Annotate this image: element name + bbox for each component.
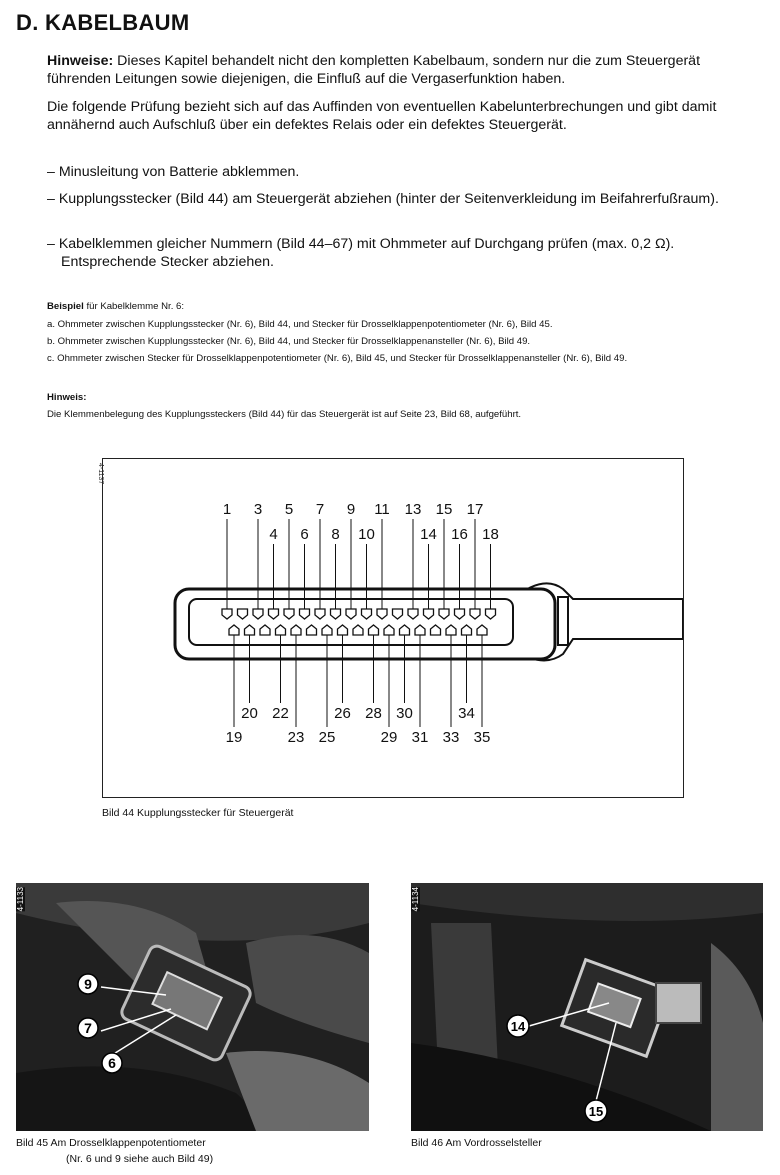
pin-label-top: 10 [358,526,375,543]
photo-vordrosselsteller [411,883,763,1131]
photo-46-label-14: 14 [510,1019,526,1034]
pin-label-top: 15 [435,501,453,518]
connector-diagram [103,459,683,797]
step-2: – Kupplungsstecker (Bild 44) am Steuergerät abziehen (hinter der Seitenverkleidung im Beifahrerfußraum). [47,191,719,207]
pin-label-top: 1 [222,501,232,518]
figure-45-caption: Bild 45 Am Drosselklappenpotentiometer [16,1137,206,1149]
photo-drosselklappenpotentiometer [16,883,369,1131]
beispiel-item-b: b. Ohmmeter zwischen Kupplungsstecker (Nr. 6), Bild 44, und Stecker für Drosselklappenansteller (Nr. 6), Bild 49. [47,336,531,347]
pin-label-bottom: 20 [241,705,258,722]
photo-45-label-7: 7 [84,1020,92,1036]
pin-label-top: 17 [466,501,484,518]
pin-label-top: 14 [420,526,437,543]
pin-label-top: 13 [404,501,422,518]
pin-label-bottom: 26 [334,705,351,722]
beispiel-item-a: a. Ohmmeter zwischen Kupplungsstecker (Nr. 6), Bild 44, und Stecker für Drosselklappenpotentiometer (Nr. 6), Bild 45. [47,319,553,330]
hinweise-paragraph [47,52,759,88]
pin-label-bottom: 34 [458,705,475,722]
pin-label-bottom: 35 [473,729,491,746]
beispiel-text: für Kabelklemme Nr. 6: [83,301,185,312]
pin-label-top: 8 [331,526,340,543]
photo-46-id: 4-1134 [411,887,420,912]
pin-label-bottom: 19 [225,729,243,746]
pin-label-bottom: 25 [318,729,336,746]
pin-label-bottom: 23 [287,729,305,746]
pin-label-bottom: 33 [442,729,460,746]
pin-label-top: 5 [284,501,294,518]
hinweis-text: Die Klemmenbelegung des Kupplungssteckers (Bild 44) für das Steuergerät ist auf Seite 23, Bild 68, aufgeführt. [47,409,522,420]
hinweis-label: Hinweis: [47,392,87,403]
pin-label-bottom: 30 [396,705,413,722]
pin-label-top: 4 [269,526,278,543]
pin-label-bottom: 29 [380,729,398,746]
pin-label-top: 16 [451,526,468,543]
beispiel-label: Beispiel [47,301,84,312]
pin-label-top: 11 [374,501,390,518]
pin-label-bottom: 31 [411,729,429,746]
connector-diagram-frame [102,458,684,798]
photo-46-drawing [411,883,763,1131]
pin-label-bottom: 22 [272,705,289,722]
pin-label-top: 9 [346,501,356,518]
hinweise-text: Dieses Kapitel behandelt nicht den kompletten Kabelbaum, sondern nur die zum Steuergerät führenden Leitungen sowie diejenigen, die Einfluß auf die Vergaserfunktion haben. [47,53,701,87]
page-title: D. KABELBAUM [16,10,190,35]
hinweise-label: Hinweise: [47,53,114,69]
figure-45-caption-note: (Nr. 6 und 9 siehe auch Bild 49) [66,1153,214,1165]
beispiel-heading [47,300,767,313]
photo-45-label-9: 9 [84,976,92,992]
pin-label-top: 7 [315,501,325,518]
photo-46-label-15: 15 [588,1104,604,1119]
photo-45-id: 4-1133 [16,887,25,912]
beispiel-item-c: c. Ohmmeter zwischen Stecker für Drosselklappenpotentiometer (Nr. 6), Bild 45, und Stecker für Drosselklappenansteller (Nr. 6), Bild 49. [47,353,628,364]
pin-label-top: 3 [253,501,263,518]
pin-label-bottom: 28 [365,705,382,722]
photo-45-drawing [16,883,369,1131]
pin-label-top: 18 [482,526,499,543]
step-1: – Minusleitung von Batterie abklemmen. [47,164,300,180]
step-3: – Kabelklemmen gleicher Nummern (Bild 44–67) mit Ohmmeter auf Durchgang prüfen (max. 0,2 Ω). Entsprechende Stecker abziehen. [47,236,675,270]
photo-45-label-6: 6 [108,1055,116,1071]
figure-46-caption: Bild 46 Am Vordrosselsteller [411,1137,542,1149]
figure-id: 4-1137 [97,463,104,485]
intro-paragraph: Die folgende Prüfung bezieht sich auf das Auffinden von eventuellen Kabelunterbrechungen und gibt damit annähernd auch Aufschluß über ein defektes Relais oder ein defektes Steuergerät. [47,99,717,133]
figure-44-caption: Bild 44 Kupplungsstecker für Steuergerät [102,807,294,819]
pin-label-top: 6 [300,526,309,543]
